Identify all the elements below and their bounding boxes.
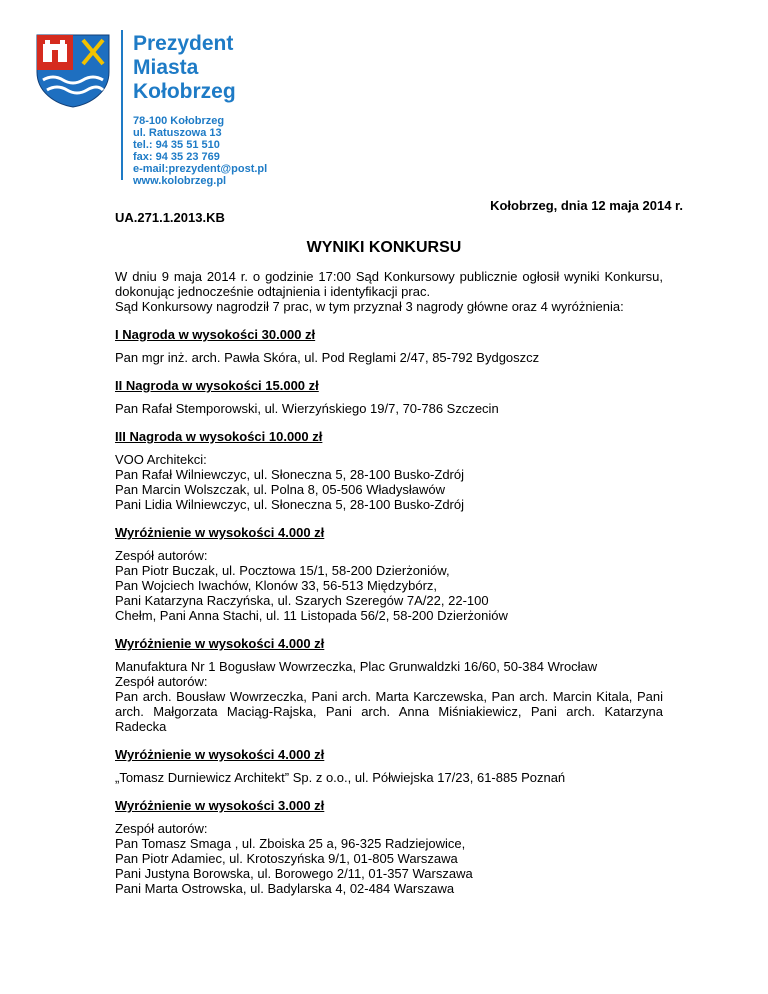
city-coat-of-arms-icon	[33, 32, 113, 108]
org-line: Prezydent	[133, 32, 234, 55]
award-line: Manufaktura Nr 1 Bogusław Wowrzeczka, Plac Grunwaldzki 16/60, 50-384 Wrocław	[115, 659, 598, 674]
award-paragraph: Pan arch. Bousław Wowrzeczka, Pani arch. Marta Karczewska, Pan arch. Marcin Kitala, Pani arch. Małgorzata Maciąg-Rajska, Pani arch. Anna Miśniakiewicz, Pani arch. Katarzyna Radecka	[115, 689, 663, 734]
award-line: Pan Marcin Wolszczak, ul. Polna 8, 05-506 Władysławów	[115, 482, 445, 497]
award-line: Chełm, Pani Anna Stachi, ul. 11 Listopada 56/2, 58-200 Dzierżoniów	[115, 608, 508, 623]
award-heading: III Nagroda w wysokości 10.000 zł	[115, 429, 323, 444]
document-body	[115, 269, 663, 896]
contact-line: ul. Ratuszowa 13	[133, 127, 222, 139]
award-line: Pani Justyna Borowska, ul. Borowego 2/11, 01-357 Warszawa	[115, 866, 473, 881]
award-line: Pani Marta Ostrowska, ul. Badylarska 4, 02-484 Warszawa	[115, 881, 455, 896]
intro-paragraph: W dniu 9 maja 2014 r. o godzinie 17:00 Sąd Konkursowy publicznie ogłosił wyniki Konkursu, dokonując jednocześnie odtajnienia i identyfikacji prac.	[115, 269, 663, 299]
award-section	[115, 747, 663, 785]
award-line: Pan Piotr Adamiec, ul. Krotoszyńska 9/1, 01-805 Warszawa	[115, 851, 458, 866]
award-line: Pan Tomasz Smaga , ul. Zboiska 25 a, 96-325 Radziejowice,	[115, 836, 466, 851]
contact-line: tel.: 94 35 51 510	[133, 139, 220, 151]
contact-block	[133, 115, 267, 187]
award-line: Pan Piotr Buczak, ul. Pocztowa 15/1, 58-200 Dzierżoniów,	[115, 563, 450, 578]
award-line: Pani Katarzyna Raczyńska, ul. Szarych Szeregów 7A/22, 22-100	[115, 593, 489, 608]
award-line: VOO Architekci:	[115, 452, 207, 467]
award-line: Zespół autorów:	[115, 821, 208, 836]
award-heading: Wyróżnienie w wysokości 4.000 zł	[115, 636, 325, 651]
contact-website: www.kolobrzeg.pl	[133, 175, 227, 187]
document-date: Kołobrzeg, dnia 12 maja 2014 r.	[490, 198, 683, 213]
award-line: Pan Rafał Stemporowski, ul. Wierzyńskiego 19/7, 70-786 Szczecin	[115, 401, 499, 416]
award-heading: Wyróżnienie w wysokości 3.000 zł	[115, 798, 325, 813]
award-line: Pani Lidia Wilniewczyc, ul. Słoneczna 5, 28-100 Busko-Zdrój	[115, 497, 465, 512]
award-line: „Tomasz Durniewicz Architekt” Sp. z o.o., ul. Półwiejska 17/23, 61-885 Poznań	[115, 770, 566, 785]
award-section	[115, 525, 663, 623]
award-line: Zespół autorów:	[115, 548, 208, 563]
org-line: Miasta	[133, 56, 199, 79]
award-section	[115, 429, 663, 512]
award-section	[115, 798, 663, 896]
award-line: Pan mgr inż. arch. Pawła Skóra, ul. Pod Reglami 2/47, 85-792 Bydgoszcz	[115, 350, 540, 365]
award-line: Pan Wojciech Iwachów, Klonów 33, 56-513 Międzybórz,	[115, 578, 438, 593]
intro-summary: Sąd Konkursowy nagrodził 7 prac, w tym przyznał 3 nagrody główne oraz 4 wyróżnienia:	[115, 299, 624, 314]
org-line: Kołobrzeg	[133, 80, 236, 103]
award-heading: Wyróżnienie w wysokości 4.000 zł	[115, 525, 325, 540]
award-heading: Wyróżnienie w wysokości 4.000 zł	[115, 747, 325, 762]
organization-name	[133, 32, 236, 104]
award-line: Pan Rafał Wilniewczyc, ul. Słoneczna 5, 28-100 Busko-Zdrój	[115, 467, 464, 482]
contact-line: fax: 94 35 23 769	[133, 151, 220, 163]
contact-email: e-mail:prezydent@post.pl	[133, 163, 268, 175]
award-section	[115, 378, 663, 416]
award-section	[115, 636, 663, 734]
award-heading: II Nagroda w wysokości 15.000 zł	[115, 378, 319, 393]
contact-line: 78-100 Kołobrzeg	[133, 115, 225, 127]
award-section	[115, 327, 663, 365]
header-divider	[121, 30, 123, 180]
reference-number: UA.271.1.2013.KB	[115, 210, 225, 225]
award-line: Zespół autorów:	[115, 674, 208, 689]
document-title: WYNIKI KONKURSU	[306, 239, 462, 256]
award-heading: I Nagroda w wysokości 30.000 zł	[115, 327, 316, 342]
